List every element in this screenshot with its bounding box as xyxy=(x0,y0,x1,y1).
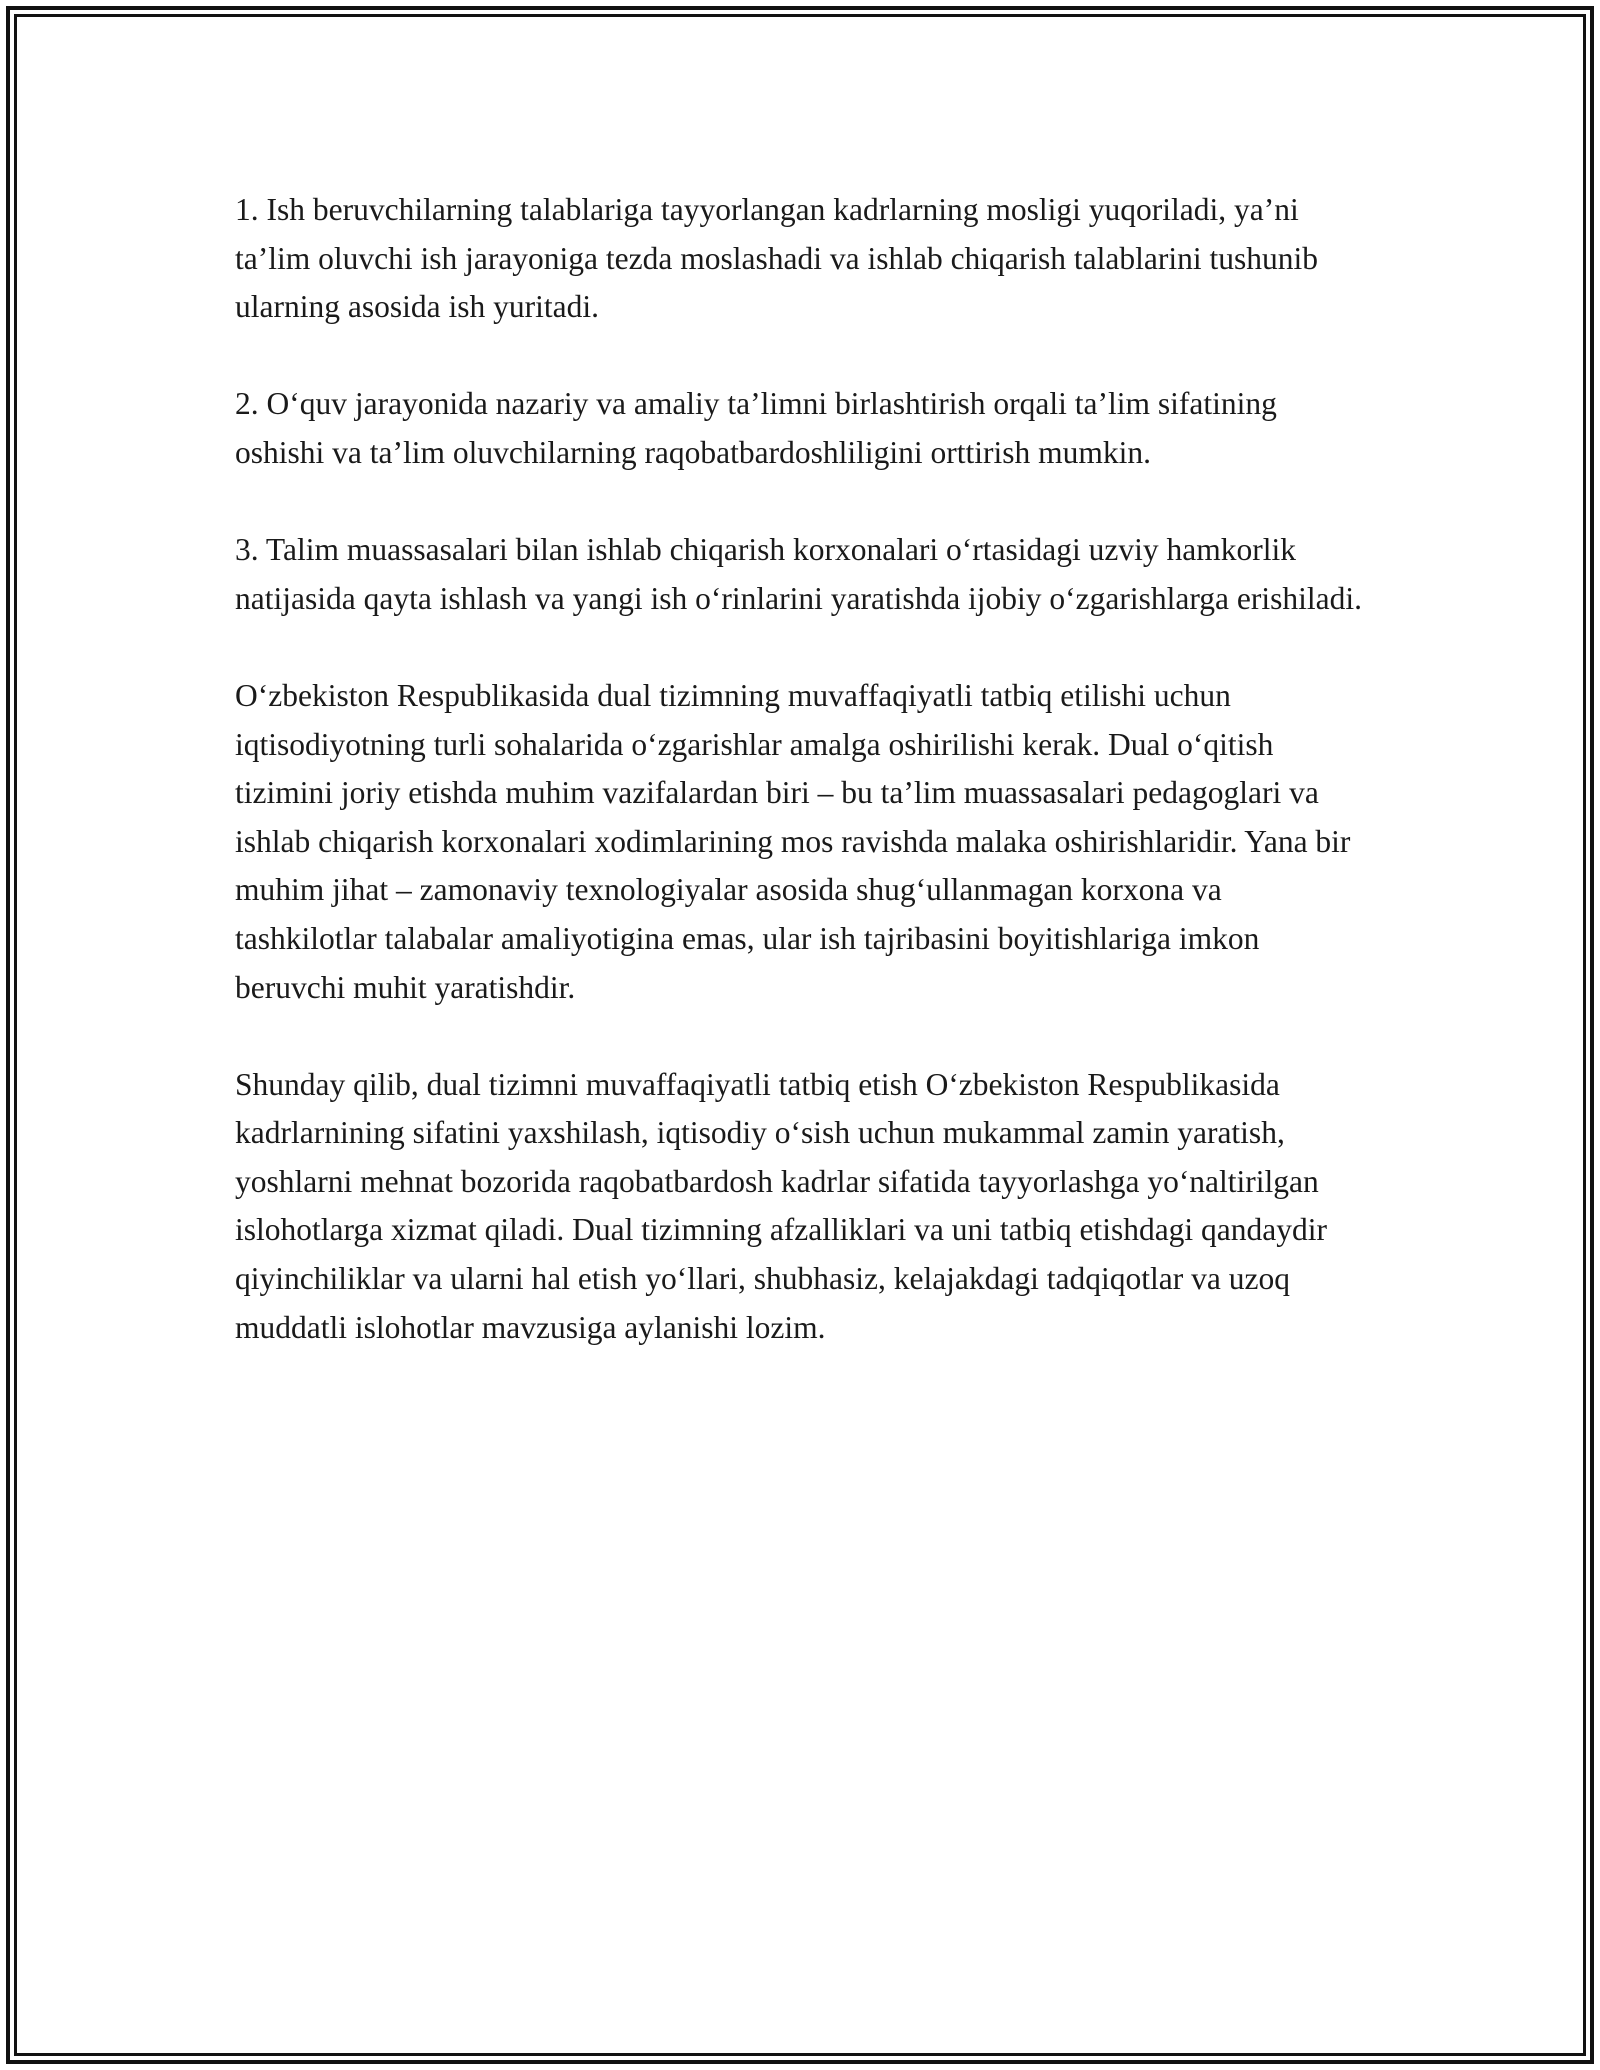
paragraph-item-1: 1. Ish beruvchilarning talablariga tayyorlangan kadrlarning mosligi yuqoriladi, ya’ni ta’lim oluvchi ish jarayoniga tezda moslashadi va ishlab chiqarish talablarini tushunib ularning asosida ish yuritadi. xyxy=(235,192,1318,325)
paragraph-conclusion: Shunday qilib, dual tizimni muvaffaqiyatli tatbiq etish O‘zbekiston Respublikasida kadrlarnining sifatini yaxshilash, iqtisodiy o‘sish uchun mukammal zamin yaratish, yoshlarni mehnat bozorida raqobatbardosh kadrlar sifatida tayyorlashga yo‘naltirilgan islohotlarga xizmat qiladi. Dual tizimning afzalliklari va uni tatbiq etishdagi qandaydir qiyinchiliklar va ularni hal etish yo‘llari, shubhasiz, kelajakdagi tadqiqotlar va uzoq muddatli islohotlar mavzusiga aylanishi lozim. xyxy=(235,1066,1328,1345)
paragraph-item-2: 2. O‘quv jarayonida nazariy va amaliy ta’limni birlashtirish orqali ta’lim sifatining oshishi va ta’lim oluvchilarning raqobatbardoshliligini orttirish mumkin. xyxy=(235,386,1277,470)
document-body xyxy=(235,186,1365,1352)
paragraph-item-3: 3. Talim muassasalari bilan ishlab chiqarish korxonalari o‘rtasidagi uzviy hamkorlik natijasida qayta ishlash va yangi ish o‘rinlarini yaratishda ijobiy o‘zgarishlarga erishiladi. xyxy=(235,532,1362,616)
paragraph-dual-system: O‘zbekiston Respublikasida dual tizimning muvaffaqiyatli tatbiq etilishi uchun iqtisodiyotning turli sohalarida o‘zgarishlar amalga oshirilishi kerak. Dual o‘qitish tizimini joriy etishda muhim vazifalardan biri – bu ta’lim muassasalari pedagoglari va ishlab chiqarish korxonalari xodimlarining mos ravishda malaka oshirishlaridir. Yana bir muhim jihat – zamonaviy texnologiyalar asosida shug‘ullanmagan korxona va tashkilotlar talabalar amaliyotigina emas, ular ish tajribasini boyitishlariga imkon beruvchi muhit yaratishdir. xyxy=(235,677,1351,1005)
